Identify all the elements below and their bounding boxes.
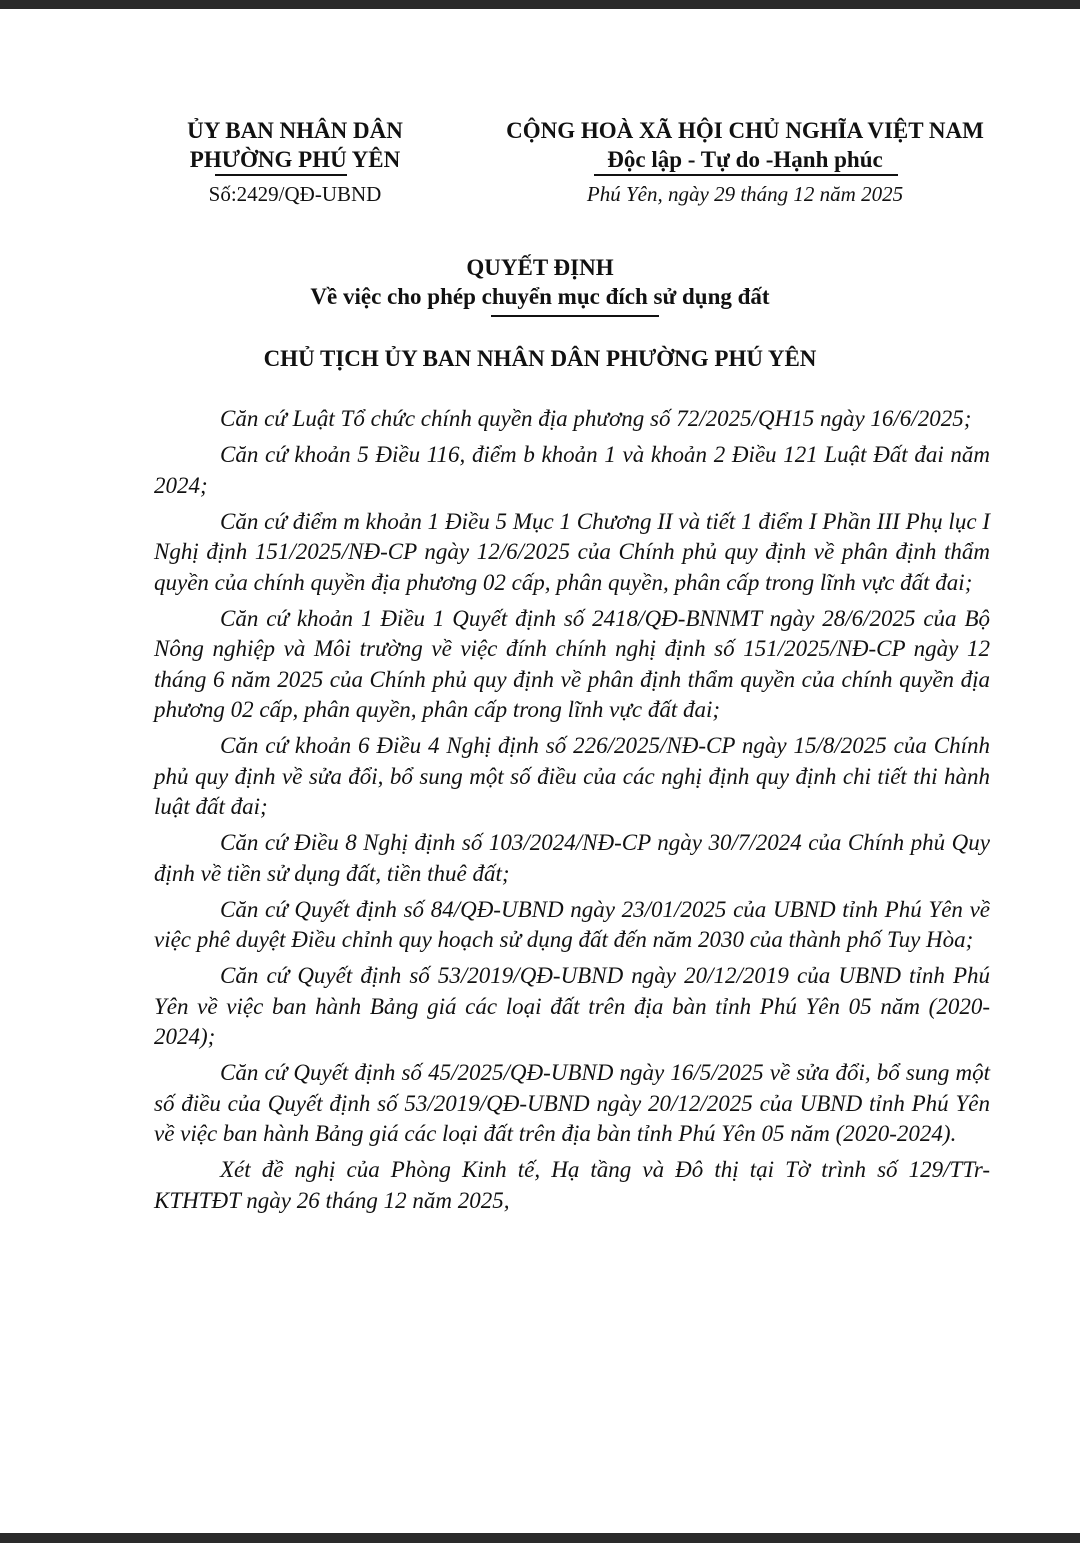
- document-subtitle: Về việc cho phép chuyển mục đích sử dụng đất: [310, 284, 770, 309]
- legal-basis-paragraph: Căn cứ Điều 8 Nghị định số 103/2024/NĐ-CP ngày 30/7/2024 của Chính phủ Quy định về tiền sử dụng đất, tiền thuê đất;: [154, 830, 990, 886]
- document-title: QUYẾT ĐỊNH: [466, 255, 614, 280]
- legal-basis-paragraph: Căn cứ khoản 1 Điều 1 Quyết định số 2418/QĐ-BNNMT ngày 28/6/2025 của Bộ Nông nghiệp và Môi trường về việc đính chính nghị định số 151/2025/NĐ-CP ngày 12 tháng 6 năm 2025 của Chính phủ quy định về phân định thẩm quyền của chính quyền địa phương 02 cấp, phân quyền, phân cấp trong lĩnh vực đất đai;: [154, 605, 990, 722]
- agency-name-line1: ỦY BAN NHÂN DÂN: [187, 118, 403, 143]
- legal-basis-paragraph: Căn cứ điểm m khoản 1 Điều 5 Mục 1 Chương II và tiết 1 điểm I Phần III Phụ lục I Nghị định 151/2025/NĐ-CP ngày 12/6/2025 của Chính phủ quy định về phân định thẩm quyền của chính quyền địa phương 02 cấp, phân quyền, phân cấp trong lĩnh vực đất đai;: [154, 508, 990, 595]
- title-underline: [491, 315, 659, 317]
- bottom-border: [0, 1533, 1080, 1543]
- document-number: Số:2429/QĐ-UBND: [208, 182, 382, 206]
- legal-basis-paragraph: Căn cứ khoản 5 Điều 116, điểm b khoản 1 và khoản 2 Điều 121 Luật Đất đai năm 2024;: [154, 442, 990, 498]
- legal-basis-paragraph: Căn cứ Quyết định số 84/QĐ-UBND ngày 23/01/2025 của UBND tỉnh Phú Yên về việc phê duyệt Điều chỉnh quy hoạch sử dụng đất đến năm 2030 của thành phố Tuy Hòa;: [154, 896, 990, 952]
- country-name: CỘNG HOÀ XÃ HỘI CHỦ NGHĨA VIỆT NAM: [506, 118, 984, 143]
- legal-basis-paragraph: Căn cứ Quyết định số 45/2025/QĐ-UBND ngày 16/5/2025 về sửa đổi, bổ sung một số điều của Quyết định số 53/2019/QĐ-UBND ngày 20/12/2025 của UBND tỉnh Phú Yên về việc ban hành Bảng giá các loại đất trên địa bàn tỉnh Phú Yên 05 năm (2020-2024).: [154, 1060, 990, 1146]
- national-motto: Độc lập - Tự do -Hạnh phúc: [607, 147, 883, 172]
- legal-basis-paragraph: Căn cứ Luật Tổ chức chính quyền địa phương số 72/2025/QH15 ngày 16/6/2025;: [220, 406, 972, 431]
- document-date: Phú Yên, ngày 29 tháng 12 năm 2025: [586, 182, 904, 206]
- national-motto-header: [470, 116, 1020, 208]
- motto-underline: [594, 174, 898, 176]
- legal-basis-paragraph: Căn cứ Quyết định số 53/2019/QĐ-UBND ngày 20/12/2019 của UBND tỉnh Phú Yên về việc ban hành Bảng giá các loại đất trên địa bàn tỉnh Phú Yên 05 năm (2020-2024);: [154, 963, 990, 1049]
- top-border: [0, 0, 1080, 9]
- decision-title-block: [0, 253, 1080, 311]
- legal-basis-paragraph: Căn cứ khoản 6 Điều 4 Nghị định số 226/2025/NĐ-CP ngày 15/8/2025 của Chính phủ quy định về sửa đổi, bổ sung một số điều của các nghị định quy định chi tiết thi hành luật đất đai;: [154, 733, 990, 819]
- proposal-paragraph: Xét đề nghị của Phòng Kinh tế, Hạ tầng và Đô thị tại Tờ trình số 129/TTr-KTHTĐT ngày 26 tháng 12 năm 2025,: [154, 1157, 990, 1213]
- issuing-authority: CHỦ TỊCH ỦY BAN NHÂN DÂN PHƯỜNG PHÚ YÊN: [263, 346, 817, 371]
- legal-basis-list: [154, 404, 990, 1222]
- issuing-agency-header: [150, 116, 440, 208]
- agency-name-line2: PHƯỜNG PHÚ YÊN: [189, 147, 401, 172]
- agency-underline: [215, 174, 347, 176]
